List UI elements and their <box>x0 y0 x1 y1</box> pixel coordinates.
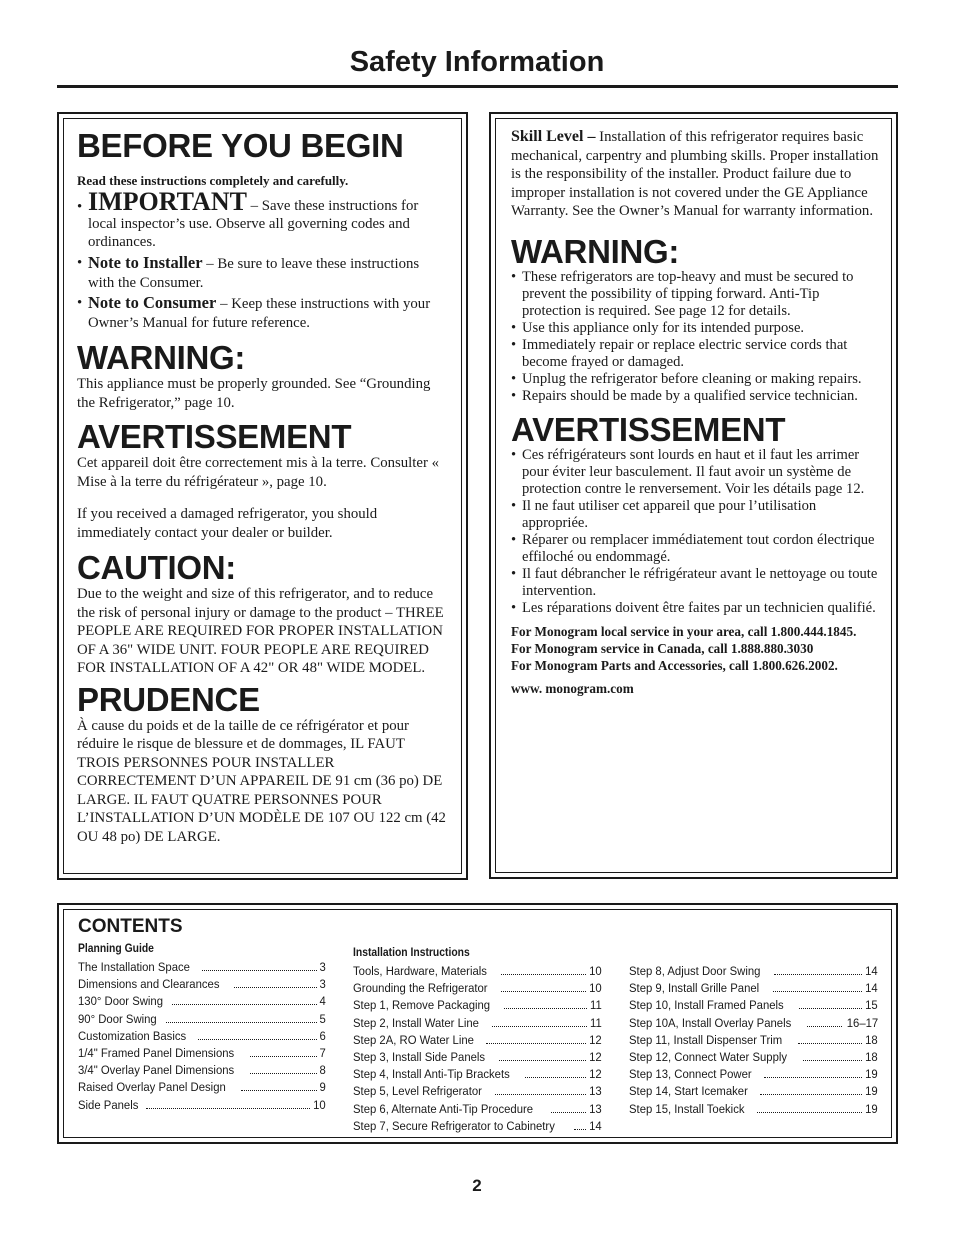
toc-entry-label: 1/4" Framed Panel Dimensions <box>78 1045 235 1060</box>
toc-entry-page: 11 <box>590 1015 602 1030</box>
toc-leader-dots <box>146 1096 311 1109</box>
toc-entry-label: Step 1, Remove Packaging <box>353 998 491 1013</box>
toc-entry-page: 19 <box>865 1067 878 1082</box>
toc-entry-page: 15 <box>865 998 878 1013</box>
read-instructions-line: Read these instructions completely and carefully. <box>77 173 349 188</box>
toc-entry-page: 12 <box>589 1049 602 1064</box>
toc-leader-dots <box>501 979 586 992</box>
contents-section-heading: Planning Guide <box>78 943 154 955</box>
toc-entry[interactable] <box>629 979 878 996</box>
parts-accessories-line: For Monogram Parts and Accessories, call 1.800.626.2002. <box>511 657 838 673</box>
toc-entry[interactable] <box>78 1078 326 1095</box>
toc-leader-dots <box>525 1065 586 1078</box>
toc-entry-page: 9 <box>319 1080 326 1095</box>
toc-leader-dots <box>799 996 862 1009</box>
toc-entry-label: Raised Overlay Panel Design <box>78 1080 226 1095</box>
note-to-installer-label: Note to Installer <box>88 253 203 272</box>
list-item: • Il ne faut utiliser cet appareil que pour l’utilisation appropriée. <box>511 497 817 531</box>
skill-level-label: Skill Level – <box>511 128 596 145</box>
toc-entry-page: 4 <box>319 994 326 1009</box>
note-to-installer-item <box>77 254 449 292</box>
toc-entry-label: Step 8, Adjust Door Swing <box>629 964 761 978</box>
toc-entry-label: Step 2A, RO Water Line <box>353 1032 474 1047</box>
toc-entry[interactable] <box>629 1100 878 1117</box>
toc-entry[interactable] <box>629 1048 878 1065</box>
avertissement-text: Cet appareil doit être correctement mis à la terre. Consulter « Mise à la terre du réfrigérateur », page 10. <box>77 455 439 490</box>
local-service-line: For Monogram local service in your area, call 1.800.444.1845. <box>511 623 857 639</box>
toc-entry[interactable] <box>353 1048 602 1065</box>
skill-level-paragraph <box>511 128 879 221</box>
toc-entry-label: Tools, Hardware, Materials <box>353 964 487 978</box>
toc-leader-dots <box>241 1078 318 1091</box>
toc-entry-page: 3 <box>319 977 326 992</box>
toc-leader-dots <box>501 962 587 975</box>
important-text: – Save these instructions for local inspector’s use. Observe all governing codes and ordinances. <box>88 198 419 250</box>
toc-entry-label: Side Panels <box>78 1097 139 1112</box>
toc-entry-page: 10 <box>589 981 602 996</box>
before-you-begin-heading: BEFORE YOU BEGIN <box>77 127 404 164</box>
bullet: • <box>77 199 83 215</box>
bullet: • <box>511 387 517 404</box>
avertissement-heading: AVERTISSEMENT <box>511 410 786 448</box>
toc-leader-dots <box>250 1061 317 1074</box>
note-to-installer-text: – Be sure to leave these instructions with the Consumer. <box>88 256 420 291</box>
toc-entry[interactable] <box>353 962 602 979</box>
list-item: • Il faut débrancher le réfrigérateur avant le nettoyage ou toute intervention. <box>511 565 878 599</box>
list-item: • These refrigerators are top-heavy and must be secured to prevent the possibility of tipping forward. Anti-Tip protection is required. See page 12 for details. <box>511 268 854 319</box>
toc-entry-label: Step 4, Install Anti-Tip Brackets <box>353 1067 510 1082</box>
toc-entry[interactable] <box>353 1065 602 1082</box>
toc-entry-page: 19 <box>865 1101 878 1116</box>
toc-leader-dots <box>499 1048 587 1061</box>
toc-entry-label: Step 12, Connect Water Supply <box>629 1049 788 1064</box>
toc-entry[interactable] <box>78 992 326 1009</box>
list-item: • Ces réfrigérateurs sont lourds en haut et il faut les arrimer pour éviter leur basculement. Il faut avoir un système de protection contre le renversement. Voir les détails page 12. <box>511 446 865 497</box>
installation-instructions-column <box>353 945 602 1134</box>
bullet: • <box>511 268 517 285</box>
warning-heading: WARNING: <box>511 232 680 270</box>
toc-entry[interactable] <box>78 1061 326 1078</box>
prudence-heading: PRUDENCE <box>77 680 260 718</box>
toc-entry-label: Customization Basics <box>78 1028 187 1043</box>
toc-leader-dots <box>551 1100 587 1113</box>
toc-entry[interactable] <box>78 1096 326 1113</box>
toc-entry-label: Step 5, Level Refrigerator <box>353 1084 482 1099</box>
list-item: • Les réparations doivent être faites par un technicien qualifié. <box>511 599 876 616</box>
toc-entry-label: 130° Door Swing <box>78 994 164 1009</box>
toc-leader-dots <box>764 1065 862 1078</box>
toc-leader-dots <box>774 962 862 975</box>
toc-entry-label: 3/4" Overlay Panel Dimensions <box>78 1063 235 1078</box>
toc-entry-label: Step 2, Install Water Line <box>353 1015 479 1030</box>
toc-entry-page: 14 <box>865 981 878 996</box>
toc-entry[interactable] <box>353 1117 602 1134</box>
toc-leader-dots <box>250 1044 317 1057</box>
toc-entry[interactable] <box>629 1031 878 1048</box>
toc-entry-page: 19 <box>865 1084 878 1099</box>
toc-entry[interactable] <box>629 1065 878 1082</box>
bullet: • <box>511 319 517 336</box>
toc-entry[interactable] <box>629 1082 878 1099</box>
damaged-refrigerator-text: If you received a damaged refrigerator, you should immediately contact your dealer or builder. <box>77 506 378 541</box>
toc-entry[interactable] <box>353 1031 602 1048</box>
toc-leader-dots <box>757 1100 863 1113</box>
important-label: IMPORTANT <box>88 187 247 216</box>
toc-entry-label: 90° Door Swing <box>78 1011 157 1026</box>
toc-entry-label: Step 14, Start Icemaker <box>629 1084 748 1099</box>
toc-leader-dots <box>760 1082 862 1095</box>
toc-entry-page: 18 <box>865 1049 878 1064</box>
bullet: • <box>77 255 83 271</box>
toc-entry-page: 12 <box>589 1067 602 1082</box>
warning-text: This appliance must be properly grounded. See “Grounding the Refrigerator,” page 10. <box>77 376 431 411</box>
toc-entry-page: 12 <box>589 1032 602 1047</box>
skill-level-inner <box>495 118 892 873</box>
planning-guide-column <box>78 941 326 1113</box>
toc-entry[interactable] <box>78 975 326 992</box>
toc-entry-page: 5 <box>319 1011 326 1026</box>
page-number: 2 <box>472 1176 482 1195</box>
toc-entry-page: 13 <box>589 1101 602 1116</box>
toc-entry[interactable] <box>353 1100 602 1117</box>
toc-leader-dots <box>574 1117 586 1130</box>
steps-column <box>629 962 878 1117</box>
skill-level-text: Installation of this refrigerator requires basic mechanical, carpentry and plumbing skills. Proper installation is the responsibility of the installer. Product failure due to improper installation is not covered under the GE Appliance Warranty. See the Owner’s Manual for warranty information. <box>511 129 879 219</box>
toc-entry[interactable] <box>78 1027 326 1044</box>
bullet: • <box>511 565 517 582</box>
bullet: • <box>511 531 517 548</box>
avertissement-list <box>511 447 879 617</box>
toc-leader-dots <box>492 1014 587 1027</box>
toc-entry-label: Step 10A, Install Overlay Panels <box>629 1015 792 1030</box>
skill-level-box <box>489 112 898 879</box>
website-link[interactable]: www. monogram.com <box>511 680 634 696</box>
prudence-text: À cause du poids et de la taille de ce réfrigérator et pour réduire le risque de blessure et de dommages, IL FAUT TROIS PERSONNES POUR INSTALLER CORRECTEMENT D’UN APPAREIL DE 91 cm (36 po) DE LARGE. IL FAUT QUATRE PERSONNES POUR L’INSTALLATION D’UN MODÈLE DE 107 OU 122 cm (42 OU 48 po) DE LARGE. <box>77 717 446 845</box>
toc-entry[interactable] <box>629 962 878 979</box>
toc-entry-label: Dimensions and Clearances <box>78 977 220 992</box>
contents-inner <box>63 909 892 1138</box>
toc-entry-label: Step 13, Connect Power <box>629 1067 752 1082</box>
toc-entry-page: 14 <box>865 964 878 978</box>
toc-entry-label: Step 15, Install Toekick <box>629 1101 745 1116</box>
toc-entry-page: 10 <box>313 1097 326 1112</box>
toc-entry-label: Step 7, Secure Refrigerator to Cabinetry <box>353 1118 555 1133</box>
list-item: • Réparer ou remplacer immédiatement tout cordon électrique effiloché ou endommagé. <box>511 531 875 565</box>
list-item: • Unplug the refrigerator before cleaning or making repairs. <box>511 370 862 387</box>
toc-entry[interactable] <box>353 1082 602 1099</box>
toc-entry[interactable] <box>353 996 602 1013</box>
toc-leader-dots <box>234 975 317 988</box>
toc-entry-page: 10 <box>589 964 602 978</box>
before-you-begin-inner <box>63 118 462 874</box>
toc-entry-page: 7 <box>319 1045 326 1060</box>
toc-leader-dots <box>198 1027 318 1040</box>
note-to-consumer-item <box>77 294 449 332</box>
page-title: Safety Information <box>349 46 605 78</box>
caution-heading: CAUTION: <box>77 549 236 586</box>
list-item: • Use this appliance only for its intended purpose. <box>511 319 805 336</box>
caution-text: Due to the weight and size of this refrigerator, and to reduce the risk of personal injury or damage to the product – THREE PEOPLE ARE REQUIRED FOR PROPER INSTALLATION OF A 36" WIDE UNIT. FOUR PEOPLE ARE REQUIRED FOR INSTALLATION OF A 42" OR 48" WIDE MODEL. <box>77 586 444 676</box>
contents-section-heading: Installation Instructions <box>353 947 470 959</box>
list-item: • Repairs should be made by a qualified service technician. <box>511 387 858 404</box>
bullet: • <box>511 446 517 463</box>
note-to-consumer-label: Note to Consumer <box>88 293 221 312</box>
bullet: • <box>77 295 83 311</box>
toc-entry-label: Step 6, Alternate Anti-Tip Procedure <box>353 1101 534 1116</box>
toc-entry-page: 8 <box>319 1063 326 1078</box>
bullet: • <box>511 370 517 387</box>
toc-entry[interactable] <box>78 1010 326 1027</box>
toc-entry-label: Step 9, Install Grille Panel <box>629 981 760 996</box>
toc-entry[interactable] <box>353 1014 602 1031</box>
toc-entry[interactable] <box>78 1044 326 1061</box>
toc-entry[interactable] <box>629 1014 878 1031</box>
toc-entry-label: Step 3, Install Side Panels <box>353 1049 486 1064</box>
avertissement-heading: AVERTISSEMENT <box>77 418 352 455</box>
bullet: • <box>511 599 517 616</box>
toc-leader-dots <box>486 1031 586 1044</box>
bullet: • <box>511 336 517 353</box>
note-to-consumer-text: – Keep these instructions with your Owner’s Manual for future reference. <box>88 296 431 331</box>
important-item <box>77 187 449 251</box>
toc-entry-page: 11 <box>590 998 602 1013</box>
toc-entry-label: The Installation Space <box>78 960 190 974</box>
toc-entry-label: Grounding the Refrigerator <box>353 981 488 996</box>
toc-entry[interactable] <box>629 996 878 1013</box>
toc-entry-page: 18 <box>865 1032 878 1047</box>
warning-list <box>511 269 879 405</box>
toc-leader-dots <box>166 1010 318 1023</box>
contents-title: CONTENTS <box>78 916 183 937</box>
toc-entry[interactable] <box>353 979 602 996</box>
toc-entry-label: Step 10, Install Framed Panels <box>629 998 784 1013</box>
toc-entry-page: 16–17 <box>846 1015 878 1030</box>
title-rule <box>57 85 898 88</box>
toc-entry-page: 13 <box>589 1084 602 1099</box>
toc-entry-page: 14 <box>589 1118 602 1133</box>
canada-service-line: For Monogram service in Canada, call 1.888.880.3030 <box>511 640 814 656</box>
toc-leader-dots <box>202 958 317 971</box>
list-item: • Immediately repair or replace electric service cords that become frayed or damaged. <box>511 336 848 370</box>
contents-box <box>57 903 898 1144</box>
warning-heading: WARNING: <box>77 339 246 376</box>
toc-entry-label: Step 11, Install Dispenser Trim <box>629 1032 783 1047</box>
toc-entry-page: 6 <box>319 1028 326 1043</box>
toc-leader-dots <box>504 996 587 1009</box>
toc-leader-dots <box>172 992 317 1005</box>
bullet: • <box>511 497 517 514</box>
toc-entry-page: 3 <box>319 960 326 974</box>
toc-leader-dots <box>798 1031 863 1044</box>
toc-leader-dots <box>803 1048 863 1061</box>
before-you-begin-box <box>57 112 468 880</box>
toc-leader-dots <box>495 1082 586 1095</box>
toc-leader-dots <box>773 979 863 992</box>
toc-entry[interactable] <box>78 958 326 975</box>
toc-leader-dots <box>807 1014 841 1027</box>
